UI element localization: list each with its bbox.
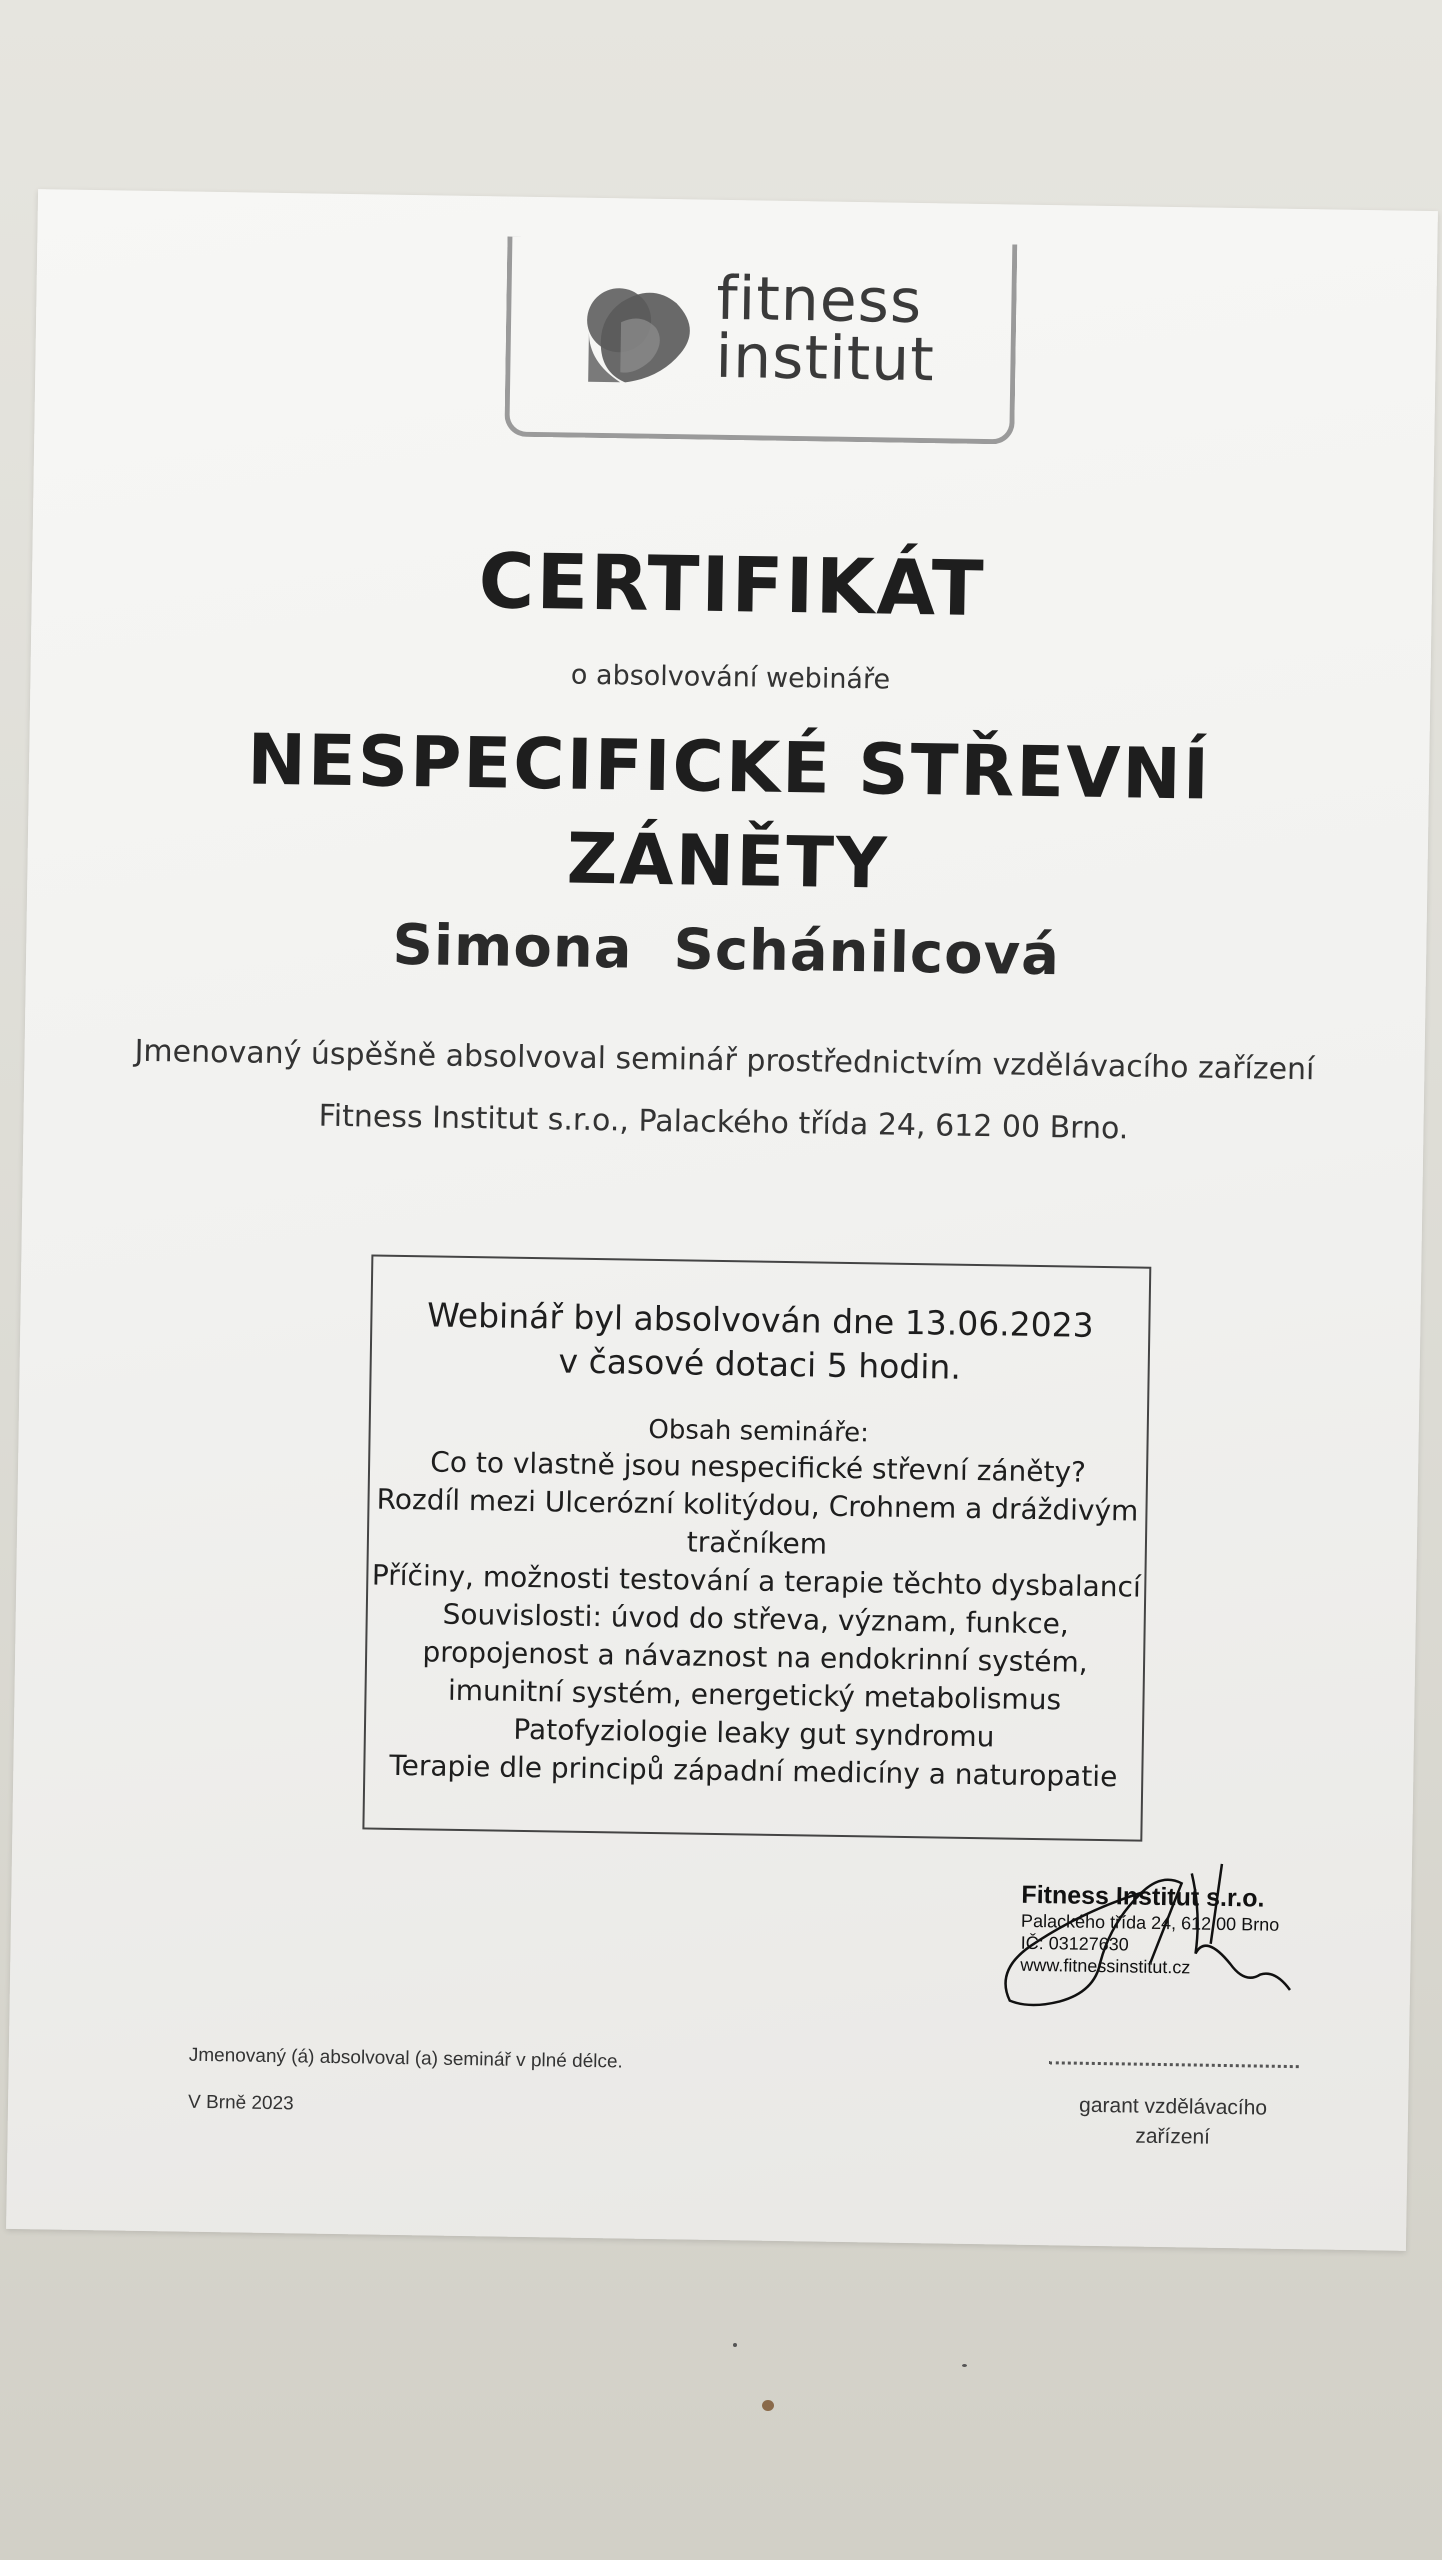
signature-line: [1049, 2061, 1299, 2068]
contents-item: Patofyziologie leaky gut syndromu: [513, 1712, 995, 1754]
stamp-ic: IČ: 03127630: [1020, 1932, 1129, 1955]
stamp-address: Palackého třída 24, 612 00 Brno: [1020, 1910, 1280, 1935]
contents-item: Rozdíl mezi Ulcerózní kolitýdou, Crohnem a dráždivým: [376, 1482, 1139, 1528]
course-title-line-1: NESPECIFICKÉ STŘEVNÍ: [246, 718, 1212, 816]
contents-item: propojenost a návaznost na endokrinní systém,: [422, 1635, 1088, 1679]
heart-logo-icon: [580, 282, 702, 394]
guarantor-line-1: garant vzdělávacího: [1078, 2093, 1268, 2120]
company-stamp: [1019, 1881, 1321, 2036]
contents-item: Souvislosti: úvod do střeva, význam, funkce,: [442, 1597, 1070, 1641]
contents-item: Terapie dle principů západní medicíny a naturopatie: [389, 1748, 1118, 1794]
webinar-details-box: [362, 1254, 1151, 1841]
place-year: V Brně 2023: [187, 2091, 294, 2115]
certificate-subtitle: o absolvování webináře: [570, 659, 891, 696]
completion-description: [23, 1019, 1425, 1165]
webinar-date-block: [371, 1293, 1148, 1393]
certificate-title: CERTIFIKÁT: [477, 536, 987, 634]
recipient-name: Simona Schánilcová: [392, 912, 1061, 989]
table-speck: [962, 2364, 967, 2367]
certificate-paper: [6, 189, 1438, 2251]
course-title: [27, 709, 1430, 919]
description-line-2: Fitness Institut s.r.o., Palackého třída 24, 612 00 Brno.: [318, 1098, 1129, 1147]
signature-icon: [989, 1850, 1312, 2025]
completion-note: Jmenovaný (á) absolvoval (a) seminář v plné délce.: [188, 2044, 623, 2073]
logo: [504, 237, 1017, 445]
contents-item: tračníkem: [686, 1525, 828, 1561]
description-line-1: Jmenovaný úspěšně absolvoval seminář prostřednictvím vzdělávacího zařízení: [134, 1033, 1315, 1088]
contents-item: imunitní systém, energetický metabolismus: [447, 1673, 1062, 1717]
webinar-hours: v časové dotaci 5 hodin.: [558, 1341, 962, 1387]
contents-item: Co to vlastně jsou nespecifické střevní záněty?: [430, 1445, 1087, 1489]
webinar-date: Webinář byl absolvován dne 13.06.2023: [426, 1295, 1095, 1345]
table-speck: [733, 2343, 737, 2347]
stamp-web: www.fitnessinstitut.cz: [1020, 1954, 1191, 1978]
logo-wordmark: [715, 263, 936, 396]
guarantor-line-2: zařízení: [1135, 2124, 1211, 2149]
table-speck: [762, 2400, 774, 2411]
contents-heading: Obsah semináře:: [648, 1414, 870, 1449]
stamp-company-name: Fitness Institut s.r.o.: [1021, 1880, 1265, 1913]
logo-word-fitness: fitness: [715, 263, 923, 338]
course-title-line-2: ZÁNĚTY: [566, 817, 890, 905]
logo-word-institut: institut: [715, 321, 936, 396]
guarantor-label: [1047, 2090, 1298, 2154]
contents-item: Příčiny, možnosti testování a terapie těchto dysbalancí: [371, 1558, 1142, 1604]
